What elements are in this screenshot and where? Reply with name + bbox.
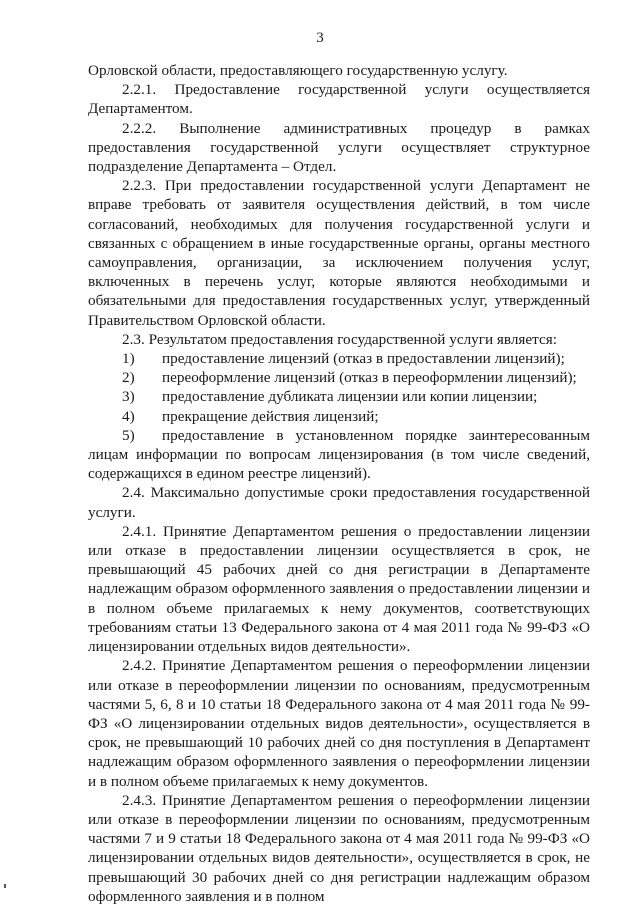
list-item-number: 1) [122, 350, 135, 368]
list-item-number: 4) [122, 407, 135, 425]
paragraph-2-4-3: 2.4.3. Принятие Департаментом решения о переоформлении лицензии или отказе в переоформлении лицензии по основаниям, предусмотренным частями 7 и 9 статьи 18 Федерального закона от 4 мая 2011 года № 99-ФЗ «О лицензировании отдельных видов деятельности», осуществляется в срок, не превышающий 30 рабочих дней со дня регистрации надлежащим образом оформленного заявления и в полном [88, 791, 590, 905]
list-item-text: предоставление в установленном порядке заинтересованным лицам информации по вопросам лицензирования (в том числе сведений, содержащихся в едином реестре лицензий). [88, 426, 590, 483]
list-item [88, 387, 590, 406]
list-item [88, 407, 590, 426]
page-number: 3 [316, 30, 324, 46]
list-item [88, 426, 590, 484]
list-item-text: прекращение действия лицензий; [162, 407, 379, 425]
paragraph-2-2-2: 2.2.2. Выполнение административных процедур в рамках предоставления государственной услуги осуществляет структурное подразделение Департамента – Отдел. [88, 119, 590, 176]
list-item [88, 368, 590, 387]
paragraph-2-4: 2.4. Максимально допустимые сроки предоставления государственной услуги. [88, 484, 590, 521]
paragraph-2-4-2: 2.4.2. Принятие Департаментом решения о переоформлении лицензии или отказе в переоформлении лицензии по основаниям, предусмотренным частями 5, 6, 8 и 10 статьи 18 Федерального закона от 4 мая 2011 года № 99-ФЗ «О лицензировании отдельных видов деятельности», осуществляется в срок, не превышающий 10 рабочих дней со дня поступления в Департамент надлежащим образом оформленного заявления о переоформлении лицензии и в полном объеме прилагаемых к нему документов. [88, 657, 590, 790]
scan-mark [4, 884, 6, 888]
paragraph-2-4-1: 2.4.1. Принятие Департаментом решения о предоставлении лицензии или отказе в предоставлении лицензии осуществляется в срок, не превышающий 45 рабочих дней со дня регистрации в Департаменте надлежащим образом оформленного заявления о предоставлении лицензии и в полном объеме прилагаемых к нему документов, соответствующих требованиям статьи 13 Федерального закона от 4 мая 2011 года № 99-ФЗ «О лицензировании отдельных видов деятельности». [88, 522, 590, 656]
list-item [88, 349, 590, 368]
list-item-number: 2) [122, 369, 135, 387]
paragraph-2-2-3: 2.2.3. При предоставлении государственной услуги Департамент не вправе требовать от заявителя осуществления действий, в том числе согласований, необходимых для получения государственной услуги и связанных с обращением в иные государственные органы, органы местного самоуправления, организации, за исключением получения услуг, включенных в перечень услуг, которые являются необходимыми и обязательными для предоставления государственных услуг, утвержденный Правительством Орловской области. [88, 177, 590, 329]
document-body [88, 61, 590, 906]
paragraph-2-2-1: 2.2.1. Предоставление государственной услуги осуществляется Департаментом. [88, 81, 590, 118]
list-item-text: переоформление лицензий (отказ в переоформлении лицензий); [162, 369, 577, 387]
paragraph-continuation: Орловской области, предоставляющего государственную услугу. [88, 62, 508, 79]
list-item-text: предоставление дубликата лицензии или копии лицензии; [162, 388, 538, 406]
paragraph-2-3: 2.3. Результатом предоставления государственной услуги является: [122, 330, 557, 348]
list-item-number: 3) [122, 388, 135, 406]
list-item-text: предоставление лицензий (отказ в предоставлении лицензий); [162, 350, 565, 368]
list-item-number: 5) [122, 426, 135, 444]
